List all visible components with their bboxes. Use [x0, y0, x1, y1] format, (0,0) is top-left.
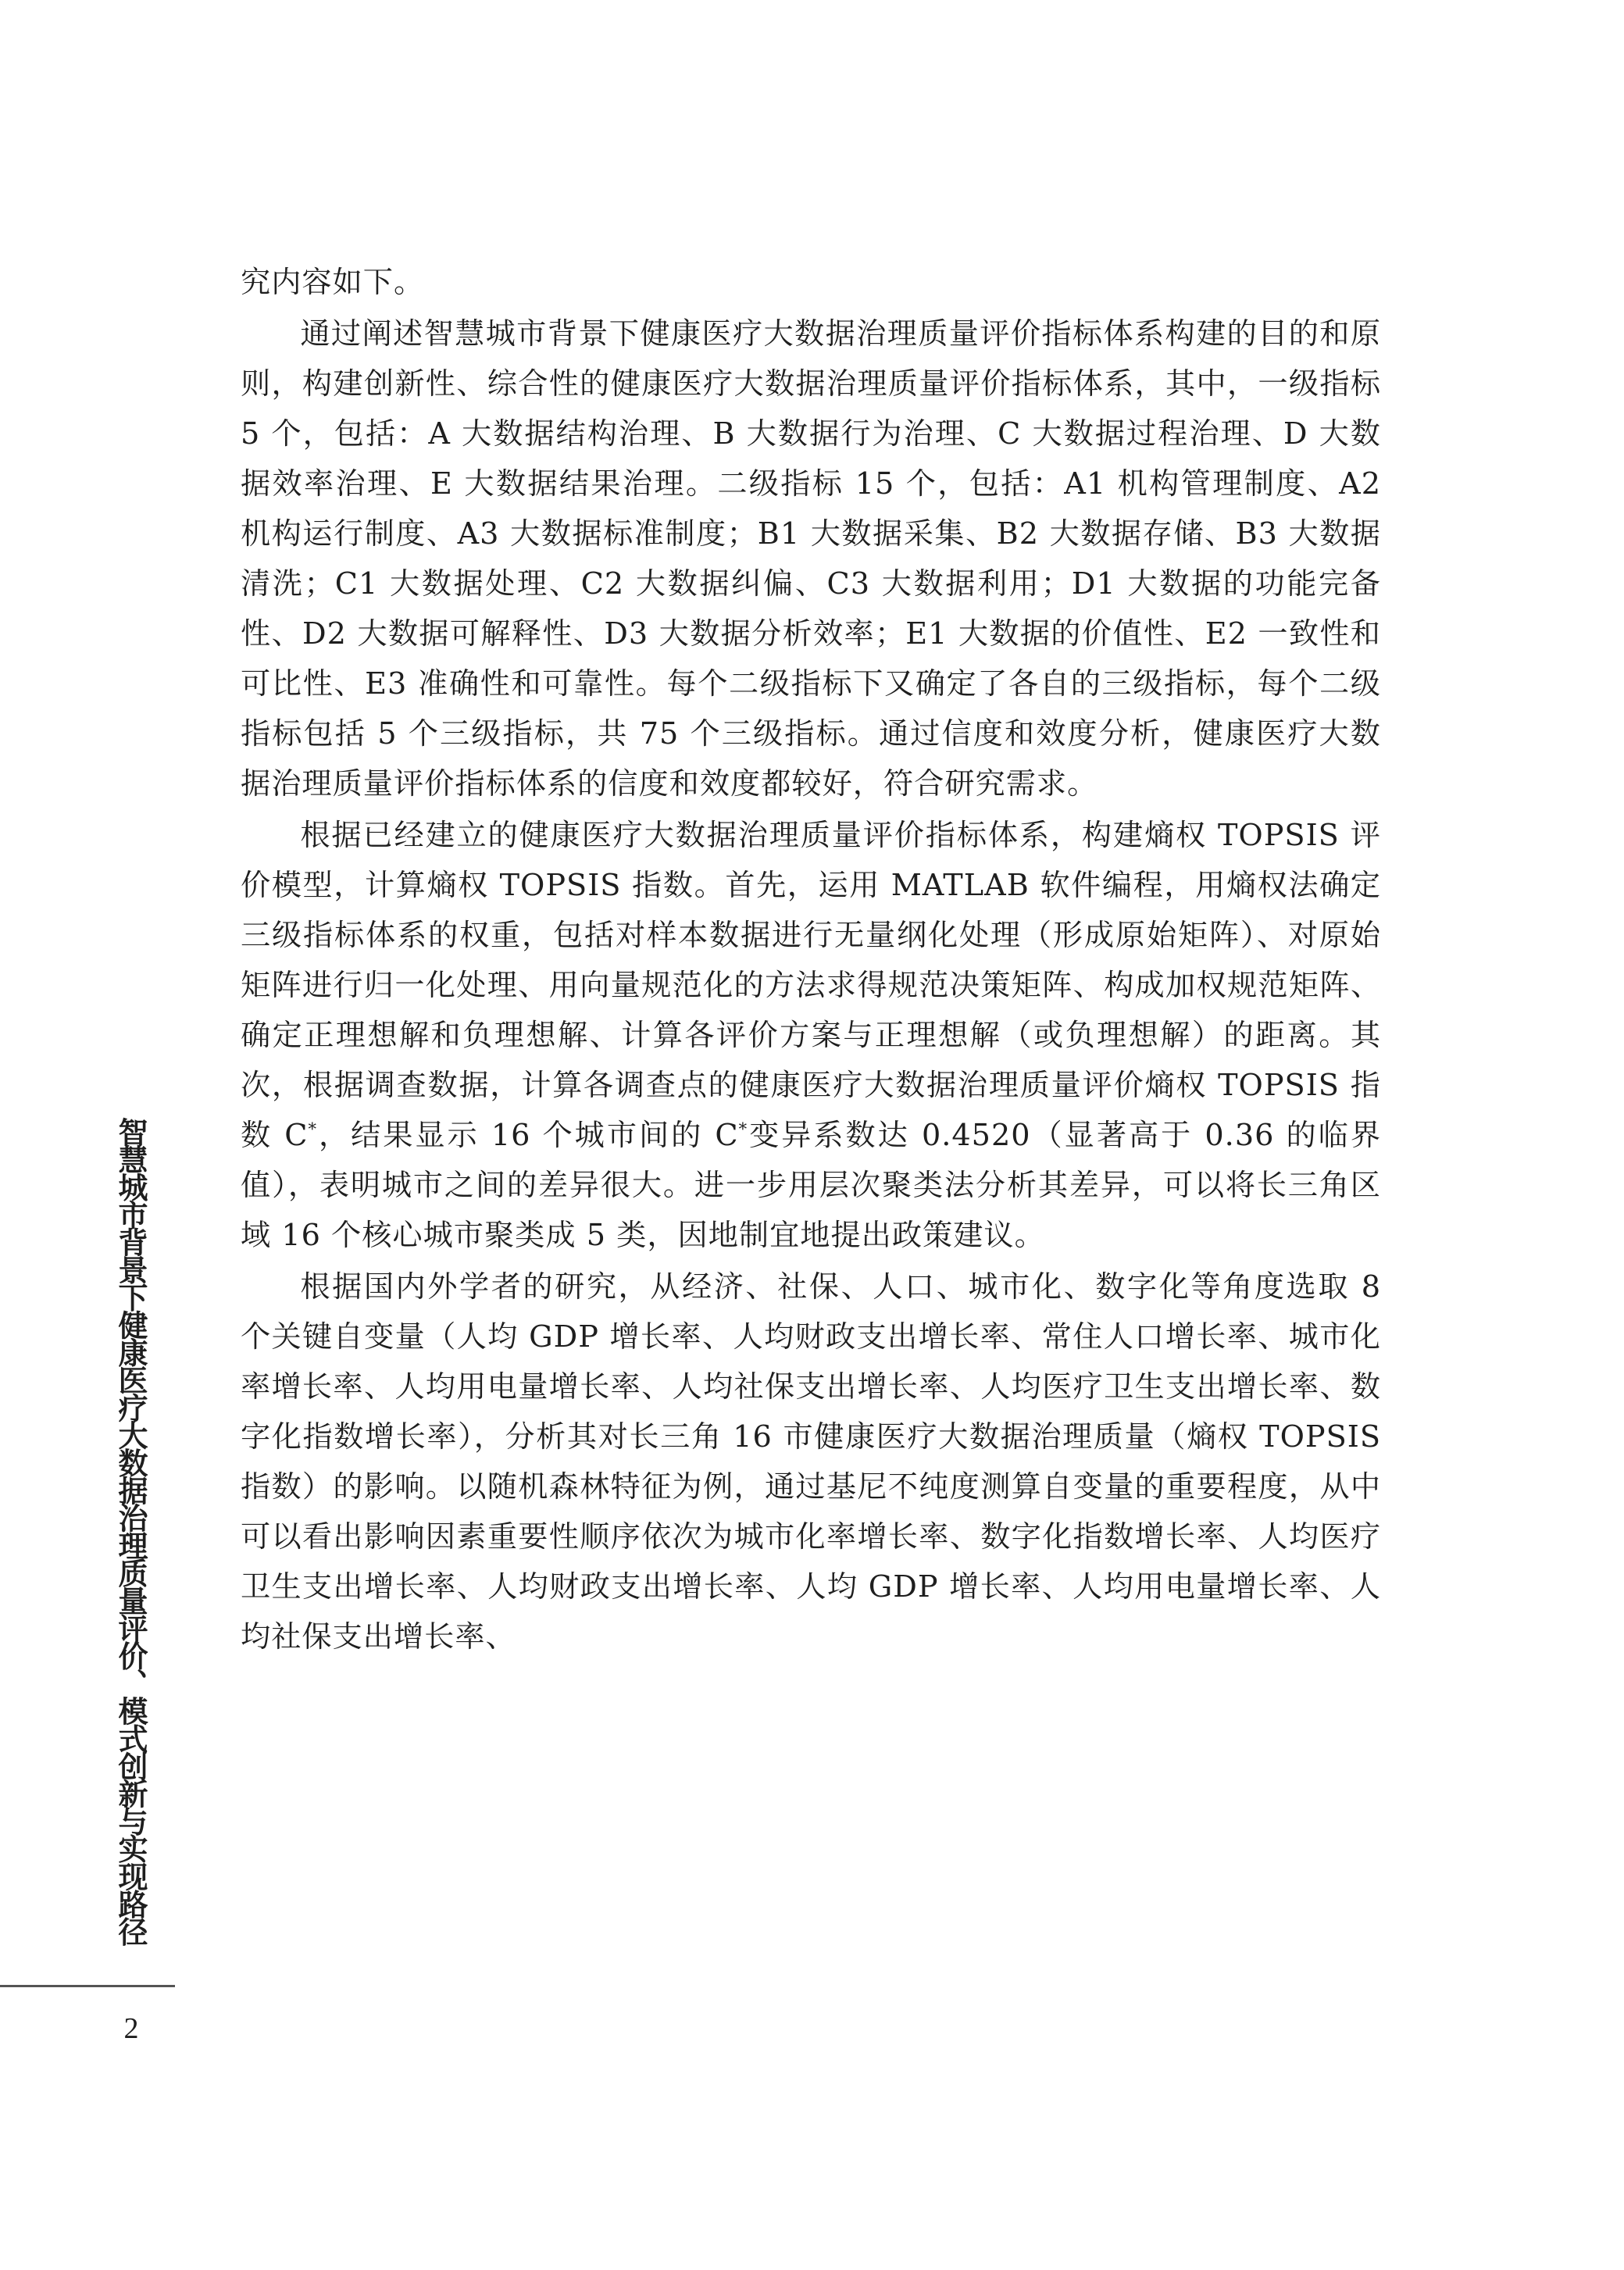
body-text	[241, 258, 1381, 1664]
superscript-star-2: *	[738, 1119, 748, 1139]
superscript-star-1: *	[308, 1119, 317, 1139]
paragraph-index-system: 通过阐述智慧城市背景下健康医疗大数据治理质量评价指标体系构建的目的和原则，构建创新性、综合性的健康医疗大数据治理质量评价指标体系，其中，一级指标 5 个，包括：A 大数据结构治理、B 大数据行为治理、C 大数据过程治理、D 大数据效率治理、E 大数据结果治理。二级指标 15 个，包括：A1 机构管理制度、A2 机构运行制度、A3 大数据标准制度；B1 大数据采集、B2 大数据存储、B3 大数据清洗；C1 大数据处理、C2 大数据纠偏、C3 大数据利用；D1 大数据的功能完备性、D2 大数据可解释性、D3 大数据分析效率；E1 大数据的价值性、E2 一致性和可比性、E3 准确性和可靠性。每个二级指标下又确定了各自的三级指标，每个二级指标包括 5 个三级指标，共 75 个三级指标。通过信度和效度分析，健康医疗大数据治理质量评价指标体系的信度和效度都较好，符合研究需求。	[241, 317, 1381, 801]
margin-divider-rule	[0, 1985, 175, 1987]
running-head-book-title: 智慧城市背景下健康医疗大数据治理质量评价、模式创新与实现路径	[113, 1117, 148, 1945]
page-number: 2	[123, 2012, 139, 2045]
paragraph-topsis-text-a: 根据已经建立的健康医疗大数据治理质量评价指标体系，构建熵权 TOPSIS 评价模型，计算熵权 TOPSIS 指数。首先，运用 MATLAB 软件编程，用熵权法确定三级指标体系的权重，包括对样本数据进行无量纲化处理（形成原始矩阵）、对原始矩阵进行归一化处理、用向量规范化的方法求得规范决策矩阵、构成加权规范矩阵、确定正理想解和负理想解、计算各评价方案与正理想解（或负理想解）的距离。其次，根据调查数据，计算各调查点的健康医疗大数据治理质量评价熵权 TOPSIS 指数 C	[241, 819, 1381, 1153]
paragraph-continuation: 究内容如下。	[241, 266, 425, 300]
paragraph-topsis-text-c: 变异系数达 0.4520（显著高于 0.36 的临界值），表明城市之间的差异很大。进一步用层次聚类法分析其差异，可以将长三角区域 16 个核心城市聚类成 5 类，因地制宜地提出政策建议。	[241, 1119, 1382, 1253]
paragraph-topsis-text-b: ，结果显示 16 个城市间的 C	[316, 1119, 739, 1153]
paragraph-random-forest: 根据国内外学者的研究，从经济、社保、人口、城市化、数字化等角度选取 8 个关键自变量（人均 GDP 增长率、人均财政支出增长率、常住人口增长率、城市化率增长率、人均用电量增长率、人均社保支出增长率、人均医疗卫生支出增长率、数字化指数增长率），分析其对长三角 16 市健康医疗大数据治理质量（熵权 TOPSIS 指数）的影响。以随机森林特征为例，通过基尼不纯度测算自变量的重要程度，从中可以看出影响因素重要性顺序依次为城市化率增长率、数字化指数增长率、人均医疗卫生支出增长率、人均财政支出增长率、人均 GDP 增长率、人均用电量增长率、人均社保支出增长率、	[241, 1270, 1381, 1654]
paragraph-topsis-model	[241, 811, 1381, 1261]
